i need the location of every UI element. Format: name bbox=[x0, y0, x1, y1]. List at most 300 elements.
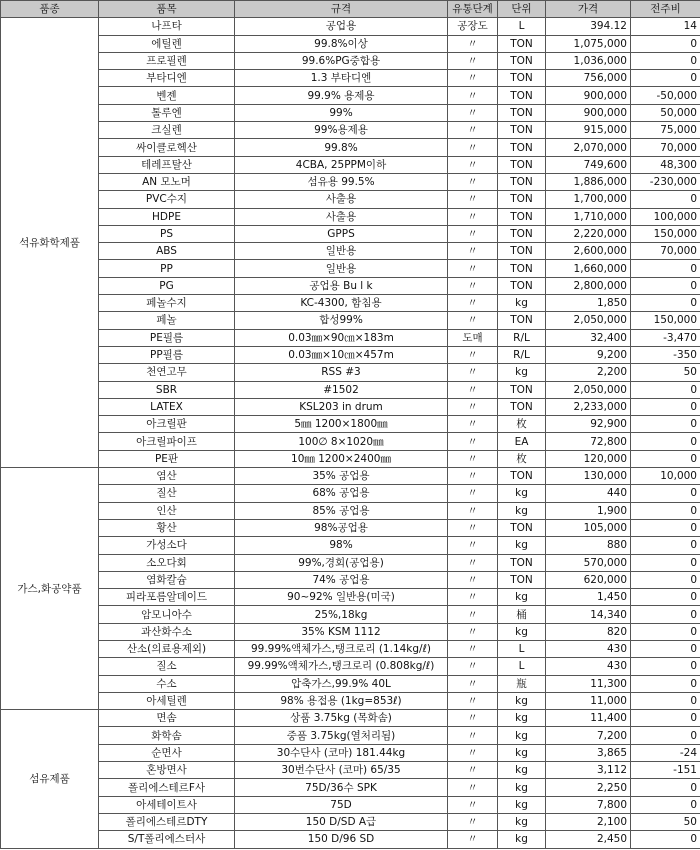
distribution-stage-cell: 〃 bbox=[448, 554, 498, 571]
weekly-change-cell: 70,000 bbox=[631, 243, 700, 260]
spec-cell: 74% 공업용 bbox=[235, 571, 448, 588]
unit-cell: TON bbox=[498, 312, 546, 329]
unit-cell: kg bbox=[498, 485, 546, 502]
weekly-change-cell: 0 bbox=[631, 675, 700, 692]
table-row bbox=[1, 468, 700, 485]
spec-cell: RSS #3 bbox=[235, 364, 448, 381]
spec-cell: 30번수단사 (코마) 65/35 bbox=[235, 762, 448, 779]
category-cell: 섬유제품 bbox=[1, 710, 99, 848]
header-unit: 단위 bbox=[498, 1, 546, 18]
price-cell: 900,000 bbox=[546, 104, 631, 121]
item-name-cell: 폴리에스테르DTY bbox=[99, 813, 235, 830]
price-cell: 92,900 bbox=[546, 416, 631, 433]
table-row bbox=[1, 606, 700, 623]
spec-cell: 1.3 부타디엔 bbox=[235, 70, 448, 87]
item-name-cell: 소오다회 bbox=[99, 554, 235, 571]
price-cell: 32,400 bbox=[546, 329, 631, 346]
item-name-cell: 인산 bbox=[99, 502, 235, 519]
spec-cell: 35% KSM 1112 bbox=[235, 623, 448, 640]
spec-cell: 75D/36수 SPK bbox=[235, 779, 448, 796]
item-name-cell: SBR bbox=[99, 381, 235, 398]
weekly-change-cell: 0 bbox=[631, 779, 700, 796]
spec-cell: #1502 bbox=[235, 381, 448, 398]
item-name-cell: ABS bbox=[99, 243, 235, 260]
item-name-cell: 에틸렌 bbox=[99, 35, 235, 52]
spec-cell: 98% 용접용 (1kg=853ℓ) bbox=[235, 692, 448, 709]
price-cell: 620,000 bbox=[546, 571, 631, 588]
unit-cell: 瓶 bbox=[498, 675, 546, 692]
distribution-stage-cell: 〃 bbox=[448, 433, 498, 450]
price-cell: 2,100 bbox=[546, 813, 631, 830]
spec-cell: 압축가스,99.9% 40L bbox=[235, 675, 448, 692]
item-name-cell: 순면사 bbox=[99, 744, 235, 761]
unit-cell: kg bbox=[498, 796, 546, 813]
category-cell: 가스,화공약품 bbox=[1, 468, 99, 710]
unit-cell: TON bbox=[498, 554, 546, 571]
price-cell: 14,340 bbox=[546, 606, 631, 623]
category-cell: 석유화학제품 bbox=[1, 18, 99, 468]
weekly-change-cell: 75,000 bbox=[631, 122, 700, 139]
table-row bbox=[1, 796, 700, 813]
price-cell: 105,000 bbox=[546, 519, 631, 536]
weekly-change-cell: 150,000 bbox=[631, 225, 700, 242]
table-body bbox=[1, 18, 700, 848]
price-cell: 1,900 bbox=[546, 502, 631, 519]
header-row bbox=[1, 1, 700, 18]
spec-cell: 0.03㎜×90㎝×183m bbox=[235, 329, 448, 346]
weekly-change-cell: 0 bbox=[631, 537, 700, 554]
table-row bbox=[1, 658, 700, 675]
unit-cell: kg bbox=[498, 502, 546, 519]
table-row bbox=[1, 225, 700, 242]
price-cell: 1,886,000 bbox=[546, 173, 631, 190]
unit-cell: L bbox=[498, 658, 546, 675]
distribution-stage-cell: 〃 bbox=[448, 744, 498, 761]
distribution-stage-cell: 〃 bbox=[448, 692, 498, 709]
unit-cell: TON bbox=[498, 277, 546, 294]
unit-cell: TON bbox=[498, 468, 546, 485]
unit-cell: TON bbox=[498, 208, 546, 225]
distribution-stage-cell: 〃 bbox=[448, 416, 498, 433]
item-name-cell: 폴리에스테르F사 bbox=[99, 779, 235, 796]
unit-cell: kg bbox=[498, 779, 546, 796]
price-cell: 570,000 bbox=[546, 554, 631, 571]
spec-cell: 99.9% 용제용 bbox=[235, 87, 448, 104]
spec-cell: 일반용 bbox=[235, 260, 448, 277]
table-row bbox=[1, 329, 700, 346]
spec-cell: 4CBA, 25PPM이하 bbox=[235, 156, 448, 173]
table-row bbox=[1, 381, 700, 398]
item-name-cell: 벤젠 bbox=[99, 87, 235, 104]
price-cell: 7,800 bbox=[546, 796, 631, 813]
table-row bbox=[1, 260, 700, 277]
distribution-stage-cell: 〃 bbox=[448, 502, 498, 519]
distribution-stage-cell: 〃 bbox=[448, 122, 498, 139]
weekly-change-cell: 50 bbox=[631, 364, 700, 381]
weekly-change-cell: 0 bbox=[631, 35, 700, 52]
weekly-change-cell: 0 bbox=[631, 70, 700, 87]
distribution-stage-cell: 〃 bbox=[448, 831, 498, 848]
item-name-cell: 화학솜 bbox=[99, 727, 235, 744]
item-name-cell: 톨루엔 bbox=[99, 104, 235, 121]
item-name-cell: 아세테이트사 bbox=[99, 796, 235, 813]
table-row bbox=[1, 485, 700, 502]
unit-cell: kg bbox=[498, 295, 546, 312]
spec-cell: 99.6%PG중합용 bbox=[235, 52, 448, 69]
weekly-change-cell: 50 bbox=[631, 813, 700, 830]
unit-cell: TON bbox=[498, 70, 546, 87]
spec-cell: 99.8%이상 bbox=[235, 35, 448, 52]
spec-cell: 공업용 Bu l k bbox=[235, 277, 448, 294]
distribution-stage-cell: 〃 bbox=[448, 295, 498, 312]
table-row bbox=[1, 640, 700, 657]
item-name-cell: 테레프탈산 bbox=[99, 156, 235, 173]
table-row bbox=[1, 52, 700, 69]
unit-cell: kg bbox=[498, 364, 546, 381]
spec-cell: 99.99%액체가스,탱크로리 (0.808kg/ℓ) bbox=[235, 658, 448, 675]
distribution-stage-cell: 〃 bbox=[448, 191, 498, 208]
spec-cell: 150 D/SD A급 bbox=[235, 813, 448, 830]
spec-cell: 100∅ 8×1020㎜ bbox=[235, 433, 448, 450]
item-name-cell: 산소(의료용제외) bbox=[99, 640, 235, 657]
table-row bbox=[1, 398, 700, 415]
distribution-stage-cell: 〃 bbox=[448, 571, 498, 588]
distribution-stage-cell: 공장도 bbox=[448, 18, 498, 35]
item-name-cell: PE필름 bbox=[99, 329, 235, 346]
spec-cell: 사출용 bbox=[235, 191, 448, 208]
price-cell: 1,036,000 bbox=[546, 52, 631, 69]
weekly-change-cell: 0 bbox=[631, 519, 700, 536]
spec-cell: 합성99% bbox=[235, 312, 448, 329]
weekly-change-cell: 0 bbox=[631, 571, 700, 588]
table-row bbox=[1, 519, 700, 536]
distribution-stage-cell: 〃 bbox=[448, 623, 498, 640]
unit-cell: R/L bbox=[498, 329, 546, 346]
weekly-change-cell: 0 bbox=[631, 640, 700, 657]
item-name-cell: 천연고무 bbox=[99, 364, 235, 381]
price-cell: 120,000 bbox=[546, 450, 631, 467]
spec-cell: 상품 3.75kg (목화솜) bbox=[235, 710, 448, 727]
header-price: 가격 bbox=[546, 1, 631, 18]
weekly-change-cell: 0 bbox=[631, 502, 700, 519]
weekly-change-cell: 0 bbox=[631, 710, 700, 727]
item-name-cell: 질산 bbox=[99, 485, 235, 502]
price-cell: 130,000 bbox=[546, 468, 631, 485]
unit-cell: TON bbox=[498, 225, 546, 242]
table-row bbox=[1, 346, 700, 363]
table-row bbox=[1, 295, 700, 312]
item-name-cell: 황산 bbox=[99, 519, 235, 536]
weekly-change-cell: 0 bbox=[631, 52, 700, 69]
table-row bbox=[1, 208, 700, 225]
price-cell: 7,200 bbox=[546, 727, 631, 744]
item-name-cell: 페놀수지 bbox=[99, 295, 235, 312]
weekly-change-cell: -3,470 bbox=[631, 329, 700, 346]
distribution-stage-cell: 〃 bbox=[448, 796, 498, 813]
price-cell: 1,700,000 bbox=[546, 191, 631, 208]
price-cell: 1,660,000 bbox=[546, 260, 631, 277]
spec-cell: 150 D/96 SD bbox=[235, 831, 448, 848]
table-row bbox=[1, 710, 700, 727]
unit-cell: L bbox=[498, 640, 546, 657]
price-cell: 11,300 bbox=[546, 675, 631, 692]
price-cell: 430 bbox=[546, 640, 631, 657]
table-row bbox=[1, 312, 700, 329]
distribution-stage-cell: 〃 bbox=[448, 519, 498, 536]
table-row bbox=[1, 364, 700, 381]
unit-cell: TON bbox=[498, 398, 546, 415]
price-cell: 3,112 bbox=[546, 762, 631, 779]
price-cell: 2,050,000 bbox=[546, 312, 631, 329]
spec-cell: 75D bbox=[235, 796, 448, 813]
price-cell: 394.12 bbox=[546, 18, 631, 35]
unit-cell: 枚 bbox=[498, 416, 546, 433]
weekly-change-cell: -350 bbox=[631, 346, 700, 363]
item-name-cell: PP bbox=[99, 260, 235, 277]
item-name-cell: 염화칼슘 bbox=[99, 571, 235, 588]
item-name-cell: 과산화수소 bbox=[99, 623, 235, 640]
unit-cell: kg bbox=[498, 692, 546, 709]
weekly-change-cell: 0 bbox=[631, 692, 700, 709]
item-name-cell: PP필름 bbox=[99, 346, 235, 363]
distribution-stage-cell: 〃 bbox=[448, 779, 498, 796]
table-row bbox=[1, 433, 700, 450]
table-row bbox=[1, 675, 700, 692]
distribution-stage-cell: 〃 bbox=[448, 658, 498, 675]
distribution-stage-cell: 〃 bbox=[448, 381, 498, 398]
item-name-cell: 크실렌 bbox=[99, 122, 235, 139]
distribution-stage-cell: 〃 bbox=[448, 156, 498, 173]
unit-cell: TON bbox=[498, 191, 546, 208]
price-cell: 915,000 bbox=[546, 122, 631, 139]
unit-cell: kg bbox=[498, 813, 546, 830]
weekly-change-cell: 70,000 bbox=[631, 139, 700, 156]
header-item: 품목 bbox=[99, 1, 235, 18]
price-cell: 440 bbox=[546, 485, 631, 502]
weekly-change-cell: 0 bbox=[631, 554, 700, 571]
unit-cell: TON bbox=[498, 35, 546, 52]
spec-cell: 99%용제용 bbox=[235, 122, 448, 139]
distribution-stage-cell: 〃 bbox=[448, 640, 498, 657]
unit-cell: kg bbox=[498, 537, 546, 554]
distribution-stage-cell: 〃 bbox=[448, 727, 498, 744]
weekly-change-cell: 0 bbox=[631, 416, 700, 433]
price-cell: 900,000 bbox=[546, 87, 631, 104]
table-row bbox=[1, 18, 700, 35]
item-name-cell: 수소 bbox=[99, 675, 235, 692]
price-cell: 11,400 bbox=[546, 710, 631, 727]
distribution-stage-cell: 〃 bbox=[448, 675, 498, 692]
table-row bbox=[1, 727, 700, 744]
distribution-stage-cell: 〃 bbox=[448, 537, 498, 554]
spec-cell: GPPS bbox=[235, 225, 448, 242]
distribution-stage-cell: 〃 bbox=[448, 450, 498, 467]
unit-cell: kg bbox=[498, 744, 546, 761]
unit-cell: kg bbox=[498, 710, 546, 727]
unit-cell: TON bbox=[498, 52, 546, 69]
spec-cell: 99.99%액체가스,탱크로리 (1.14kg/ℓ) bbox=[235, 640, 448, 657]
spec-cell: 99%,경회(공업용) bbox=[235, 554, 448, 571]
table-row bbox=[1, 87, 700, 104]
item-name-cell: 아세틸렌 bbox=[99, 692, 235, 709]
spec-cell: 10㎜ 1200×2400㎜ bbox=[235, 450, 448, 467]
header-weekly-change: 전주비 bbox=[631, 1, 700, 18]
weekly-change-cell: 48,300 bbox=[631, 156, 700, 173]
weekly-change-cell: 0 bbox=[631, 295, 700, 312]
price-cell: 2,600,000 bbox=[546, 243, 631, 260]
weekly-change-cell: 0 bbox=[631, 450, 700, 467]
spec-cell: 35% 공업용 bbox=[235, 468, 448, 485]
distribution-stage-cell: 〃 bbox=[448, 468, 498, 485]
weekly-change-cell: 10,000 bbox=[631, 468, 700, 485]
table-row bbox=[1, 243, 700, 260]
unit-cell: R/L bbox=[498, 346, 546, 363]
unit-cell: kg bbox=[498, 831, 546, 848]
item-name-cell: PS bbox=[99, 225, 235, 242]
unit-cell: L bbox=[498, 18, 546, 35]
distribution-stage-cell: 도매 bbox=[448, 329, 498, 346]
weekly-change-cell: -230,000 bbox=[631, 173, 700, 190]
price-cell: 1,450 bbox=[546, 589, 631, 606]
unit-cell: TON bbox=[498, 139, 546, 156]
distribution-stage-cell: 〃 bbox=[448, 35, 498, 52]
price-cell: 2,070,000 bbox=[546, 139, 631, 156]
weekly-change-cell: -24 bbox=[631, 744, 700, 761]
distribution-stage-cell: 〃 bbox=[448, 710, 498, 727]
unit-cell: EA bbox=[498, 433, 546, 450]
table-row bbox=[1, 831, 700, 848]
price-cell: 2,800,000 bbox=[546, 277, 631, 294]
unit-cell: 桶 bbox=[498, 606, 546, 623]
price-cell: 756,000 bbox=[546, 70, 631, 87]
table-row bbox=[1, 692, 700, 709]
price-cell: 1,075,000 bbox=[546, 35, 631, 52]
weekly-change-cell: 0 bbox=[631, 623, 700, 640]
distribution-stage-cell: 〃 bbox=[448, 225, 498, 242]
header-spec: 규격 bbox=[235, 1, 448, 18]
table-row bbox=[1, 589, 700, 606]
table-row bbox=[1, 554, 700, 571]
distribution-stage-cell: 〃 bbox=[448, 364, 498, 381]
spec-cell: 90~92% 일반용(미국) bbox=[235, 589, 448, 606]
price-cell: 1,710,000 bbox=[546, 208, 631, 225]
weekly-change-cell: 0 bbox=[631, 831, 700, 848]
spec-cell: 85% 공업용 bbox=[235, 502, 448, 519]
spec-cell: 일반용 bbox=[235, 243, 448, 260]
spec-cell: KC-4300, 함침용 bbox=[235, 295, 448, 312]
spec-cell: 68% 공업용 bbox=[235, 485, 448, 502]
weekly-change-cell: 0 bbox=[631, 277, 700, 294]
distribution-stage-cell: 〃 bbox=[448, 260, 498, 277]
distribution-stage-cell: 〃 bbox=[448, 87, 498, 104]
price-cell: 2,450 bbox=[546, 831, 631, 848]
spec-cell: 99.8% bbox=[235, 139, 448, 156]
table-row bbox=[1, 122, 700, 139]
table-row bbox=[1, 277, 700, 294]
unit-cell: TON bbox=[498, 519, 546, 536]
item-name-cell: 암모니아수 bbox=[99, 606, 235, 623]
distribution-stage-cell: 〃 bbox=[448, 589, 498, 606]
price-cell: 11,000 bbox=[546, 692, 631, 709]
spec-cell: 30수단사 (코마) 181.44kg bbox=[235, 744, 448, 761]
item-name-cell: S/T폴리에스터사 bbox=[99, 831, 235, 848]
item-name-cell: 피라포름알데이드 bbox=[99, 589, 235, 606]
distribution-stage-cell: 〃 bbox=[448, 70, 498, 87]
table-row bbox=[1, 779, 700, 796]
distribution-stage-cell: 〃 bbox=[448, 139, 498, 156]
spec-cell: 5㎜ 1200×1800㎜ bbox=[235, 416, 448, 433]
distribution-stage-cell: 〃 bbox=[448, 104, 498, 121]
price-cell: 749,600 bbox=[546, 156, 631, 173]
price-cell: 430 bbox=[546, 658, 631, 675]
item-name-cell: 프로필렌 bbox=[99, 52, 235, 69]
item-name-cell: PVC수지 bbox=[99, 191, 235, 208]
item-name-cell: 면솜 bbox=[99, 710, 235, 727]
unit-cell: kg bbox=[498, 727, 546, 744]
weekly-change-cell: 0 bbox=[631, 381, 700, 398]
unit-cell: kg bbox=[498, 762, 546, 779]
price-cell: 2,220,000 bbox=[546, 225, 631, 242]
unit-cell: TON bbox=[498, 381, 546, 398]
header-stage: 유통단계 bbox=[448, 1, 498, 18]
distribution-stage-cell: 〃 bbox=[448, 243, 498, 260]
item-name-cell: 아크릴파이프 bbox=[99, 433, 235, 450]
price-cell: 1,850 bbox=[546, 295, 631, 312]
price-cell: 2,250 bbox=[546, 779, 631, 796]
distribution-stage-cell: 〃 bbox=[448, 346, 498, 363]
table-row bbox=[1, 537, 700, 554]
weekly-change-cell: 0 bbox=[631, 191, 700, 208]
spec-cell: 98%공업용 bbox=[235, 519, 448, 536]
price-cell: 2,050,000 bbox=[546, 381, 631, 398]
item-name-cell: 혼방면사 bbox=[99, 762, 235, 779]
distribution-stage-cell: 〃 bbox=[448, 277, 498, 294]
distribution-stage-cell: 〃 bbox=[448, 398, 498, 415]
weekly-change-cell: 0 bbox=[631, 260, 700, 277]
table-row bbox=[1, 156, 700, 173]
weekly-change-cell: 0 bbox=[631, 485, 700, 502]
table-row bbox=[1, 502, 700, 519]
weekly-change-cell: 150,000 bbox=[631, 312, 700, 329]
item-name-cell: 나프타 bbox=[99, 18, 235, 35]
distribution-stage-cell: 〃 bbox=[448, 606, 498, 623]
item-name-cell: PG bbox=[99, 277, 235, 294]
weekly-change-cell: -50,000 bbox=[631, 87, 700, 104]
unit-cell: TON bbox=[498, 104, 546, 121]
unit-cell: TON bbox=[498, 156, 546, 173]
weekly-change-cell: 0 bbox=[631, 433, 700, 450]
weekly-change-cell: -151 bbox=[631, 762, 700, 779]
distribution-stage-cell: 〃 bbox=[448, 813, 498, 830]
unit-cell: TON bbox=[498, 122, 546, 139]
item-name-cell: 가성소다 bbox=[99, 537, 235, 554]
price-cell: 9,200 bbox=[546, 346, 631, 363]
unit-cell: TON bbox=[498, 260, 546, 277]
spec-cell: 공업용 bbox=[235, 18, 448, 35]
item-name-cell: 아크릴판 bbox=[99, 416, 235, 433]
distribution-stage-cell: 〃 bbox=[448, 173, 498, 190]
table-row bbox=[1, 416, 700, 433]
table-row bbox=[1, 450, 700, 467]
table-row bbox=[1, 35, 700, 52]
price-cell: 2,233,000 bbox=[546, 398, 631, 415]
unit-cell: 枚 bbox=[498, 450, 546, 467]
weekly-change-cell: 0 bbox=[631, 796, 700, 813]
distribution-stage-cell: 〃 bbox=[448, 312, 498, 329]
weekly-change-cell: 0 bbox=[631, 589, 700, 606]
distribution-stage-cell: 〃 bbox=[448, 485, 498, 502]
distribution-stage-cell: 〃 bbox=[448, 52, 498, 69]
